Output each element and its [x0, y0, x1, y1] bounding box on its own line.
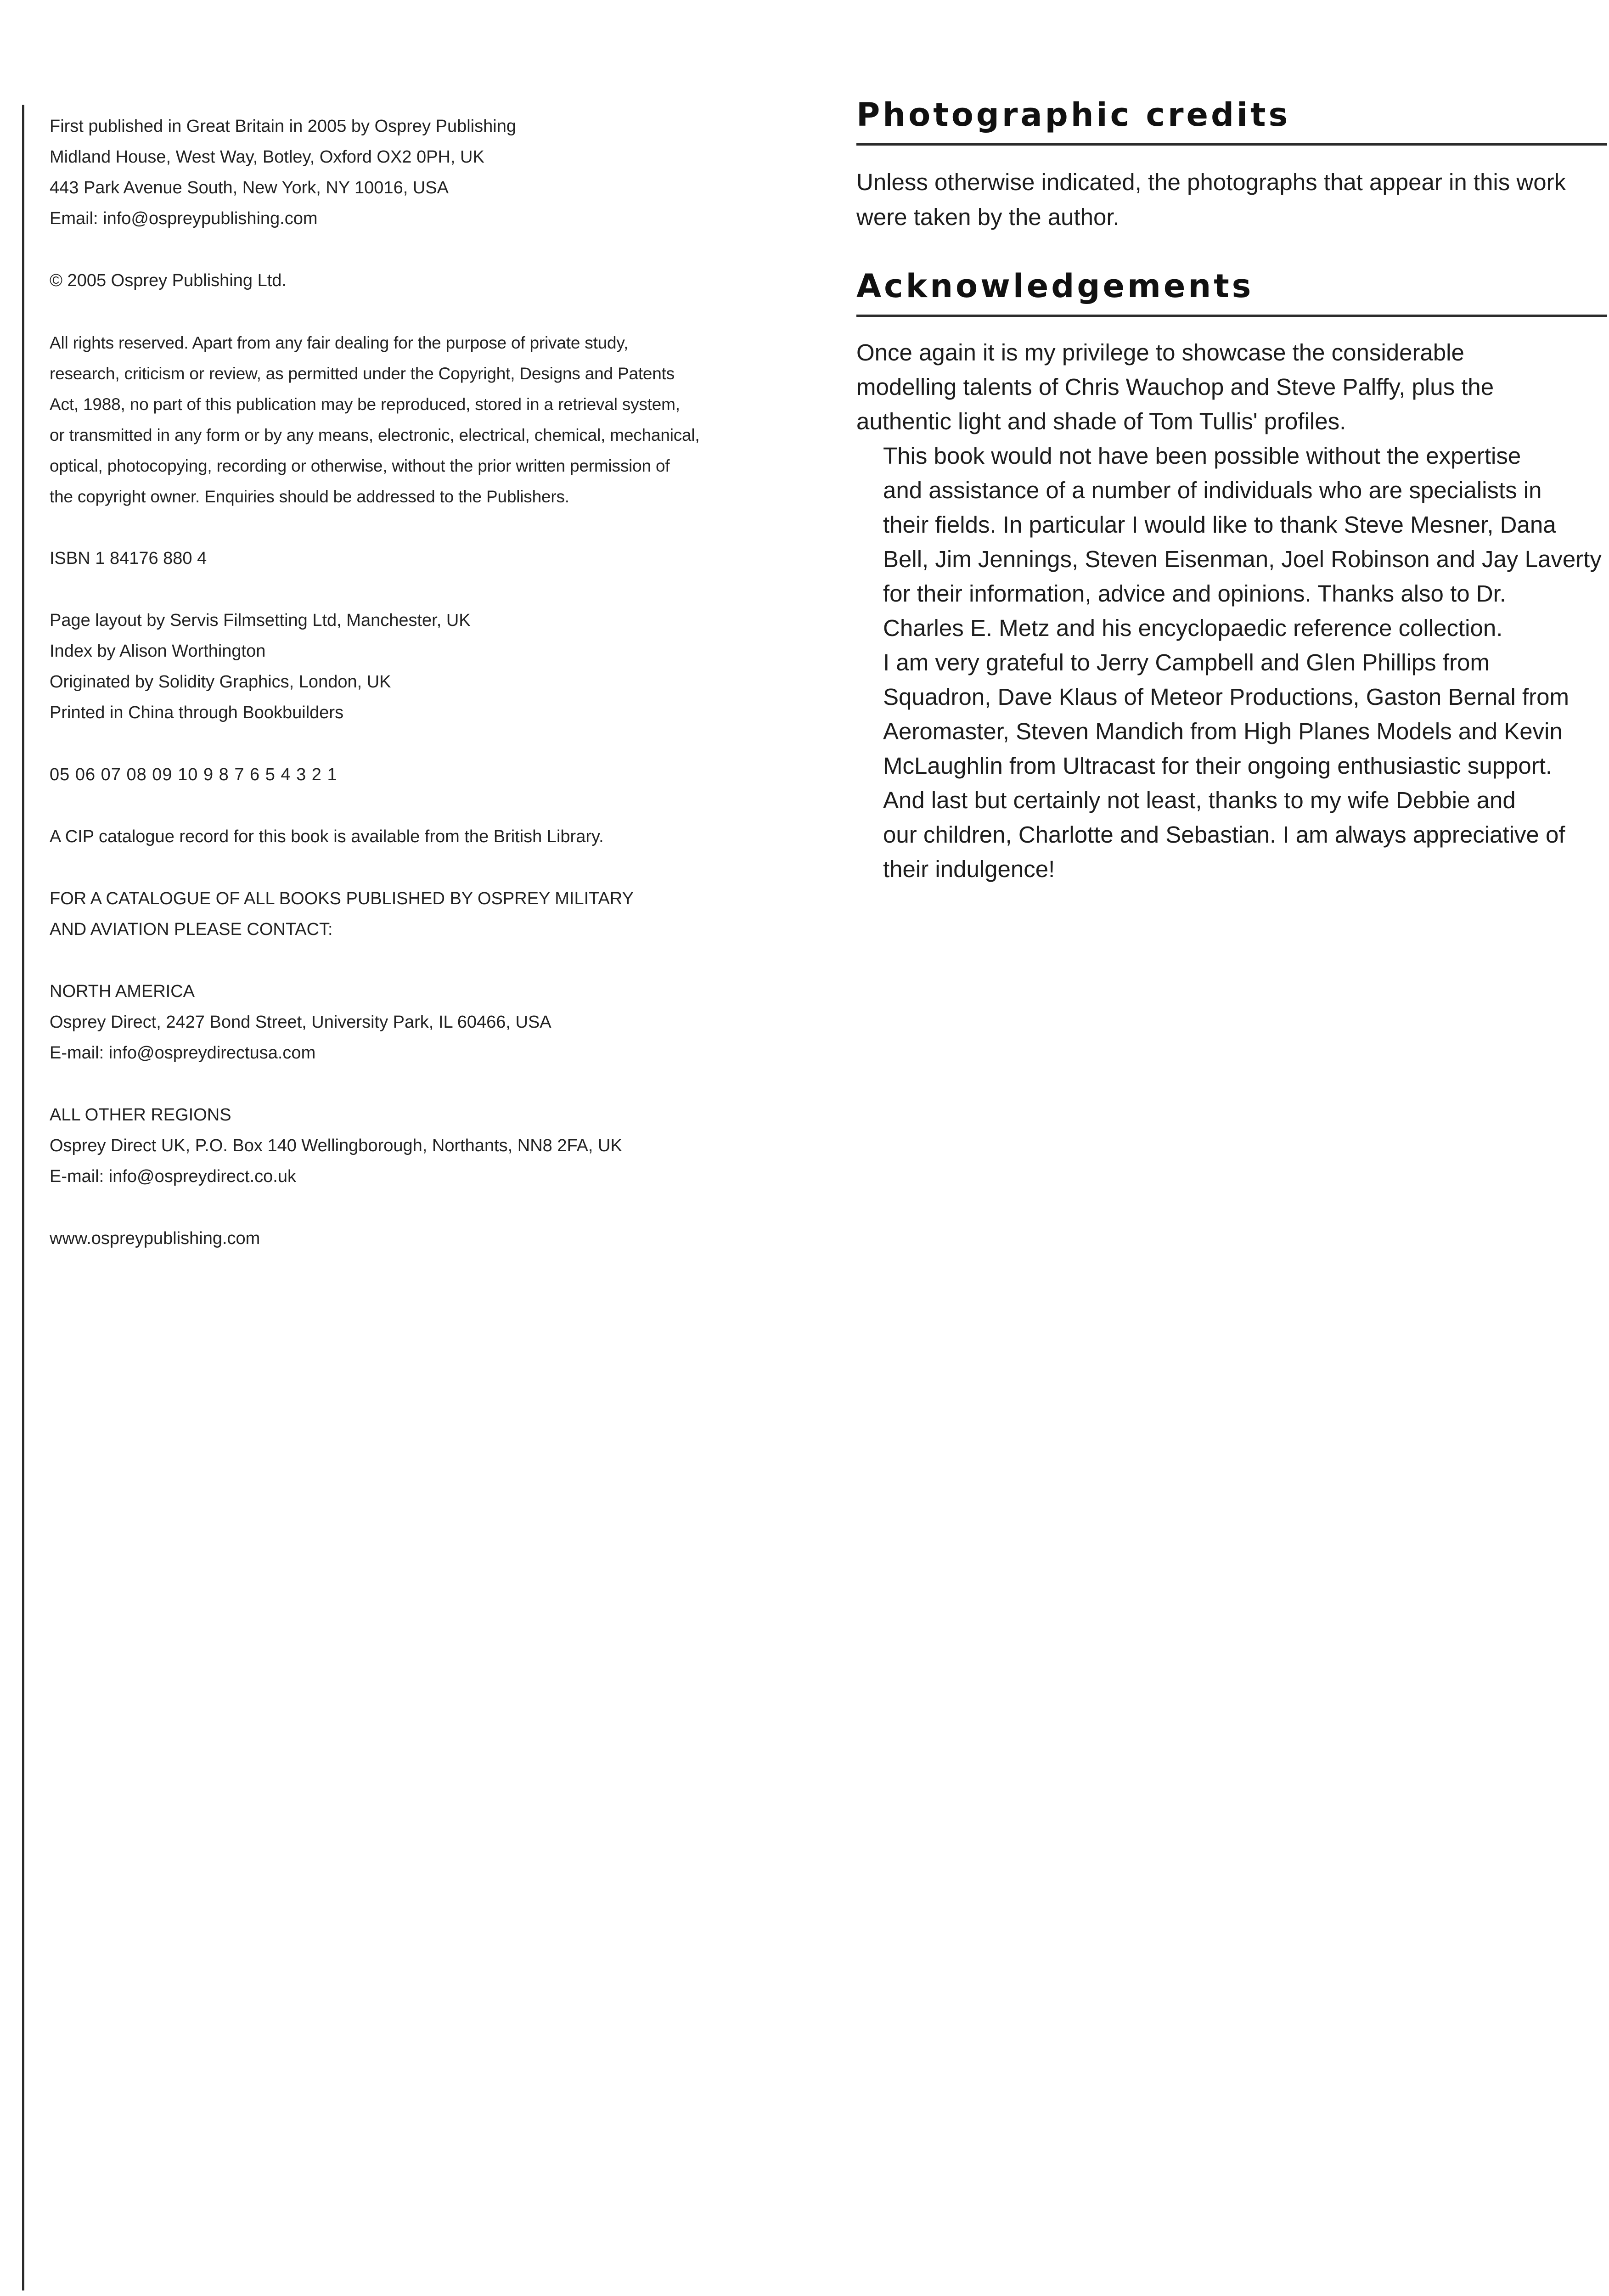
website-link[interactable]: www.ospreypublishing.com — [50, 1229, 260, 1248]
credits-column — [856, 90, 1602, 886]
production-line: Index by Alison Worthington — [50, 642, 266, 661]
ack-line: authentic light and shade of Tom Tullis' profiles. — [856, 408, 1346, 434]
rights-line: Act, 1988, no part of this publication may be reproduced, stored in a retrieval system, — [50, 395, 680, 414]
production-line: Page layout by Servis Filmsetting Ltd, Manchester, UK — [50, 611, 471, 630]
copyright-block — [50, 265, 821, 296]
ack-line: I am very grateful to Jerry Campbell and Glen Phillips from — [883, 649, 1490, 675]
ack-line: Aeromaster, Steven Mandich from High Planes Models and Kevin — [883, 718, 1563, 744]
region-email[interactable]: E-mail: info@ospreydirectusa.com — [50, 1043, 316, 1063]
imprint-line: 443 Park Avenue South, New York, NY 10016, USA — [50, 178, 449, 197]
catalogue-line: AND AVIATION PLEASE CONTACT: — [50, 920, 333, 939]
heading-rule — [856, 315, 1607, 317]
imprint-column — [50, 111, 821, 1285]
north-america-block — [50, 976, 821, 1069]
website-block — [50, 1223, 821, 1254]
ack-line: Bell, Jim Jennings, Steven Eisenman, Joel Robinson and Jay Laverty — [883, 546, 1602, 572]
ack-line: for their information, advice and opinions. Thanks also to Dr. — [883, 580, 1506, 607]
region-email[interactable]: E-mail: info@ospreydirect.co.uk — [50, 1167, 296, 1186]
credits-line: Unless otherwise indicated, the photographs that appear in this — [856, 169, 1510, 195]
rights-line: All rights reserved. Apart from any fair dealing for the purpose of private study, — [50, 333, 629, 352]
ack-line: their indulgence! — [883, 856, 1055, 882]
catalogue-block — [50, 884, 821, 945]
ack-line: Squadron, Dave Klaus of Meteor Productions, Gaston Bernal from — [883, 684, 1569, 710]
ack-paragraph — [856, 645, 1599, 783]
production-block — [50, 605, 821, 728]
ack-line: and assistance of a number of individuals who are specialists in — [883, 477, 1542, 503]
margin-rule — [22, 105, 24, 2290]
ack-paragraph — [856, 439, 1602, 645]
ack-line: modelling talents of Chris Wauchop and Steve Palffy, plus the — [856, 374, 1494, 400]
ack-line: This book would not have been possible without the expertise — [883, 443, 1521, 469]
ack-line: Charles E. Metz and his encyclopaedic reference collection. — [883, 615, 1503, 641]
ack-line: our children, Charlotte and Sebastian. I am always appreciative of — [883, 822, 1565, 848]
imprint-line: First published in Great Britain in 2005 by Osprey Publishing — [50, 117, 516, 136]
region-address: Osprey Direct, 2427 Bond Street, University Park, IL 60466, USA — [50, 1013, 551, 1032]
rights-line: the copyright owner. Enquiries should be addressed to the Publishers. — [50, 487, 569, 506]
acknowledgements-heading: Acknowledgements — [856, 267, 1254, 305]
imprint-email: Email: info@ospreypublishing.com — [50, 209, 318, 228]
ack-line: their fields. In particular I would like to thank Steve Mesner, Dana — [883, 512, 1556, 538]
copyright-line: © 2005 Osprey Publishing Ltd. — [50, 271, 287, 290]
cip-block — [50, 822, 821, 852]
region-address: Osprey Direct UK, P.O. Box 140 Wellingborough, Northants, NN8 2FA, UK — [50, 1136, 622, 1155]
cip-line: A CIP catalogue record for this book is available from the British Library. — [50, 827, 604, 846]
region-heading: ALL OTHER REGIONS — [50, 1105, 231, 1125]
rights-line: optical, photocopying, recording or otherwise, without the prior written permission of — [50, 456, 670, 475]
other-regions-block — [50, 1100, 821, 1192]
photo-credits-heading: Photographic credits — [856, 96, 1291, 134]
ack-paragraph — [856, 335, 1599, 439]
acknowledgements-text — [856, 335, 1602, 886]
rights-line: or transmitted in any form or by any means, electronic, electrical, chemical, mechanical, — [50, 426, 700, 445]
catalogue-line: FOR A CATALOGUE OF ALL BOOKS PUBLISHED BY OSPREY MILITARY — [50, 889, 634, 908]
ack-line: And last but certainly not least, thanks to my wife Debbie and — [883, 787, 1516, 813]
isbn-block — [50, 543, 821, 574]
printing-line: 05 06 07 08 09 10 9 8 7 6 5 4 3 2 1 — [50, 765, 338, 784]
imprint-line: Midland House, West Way, Botley, Oxford OX2 0PH, UK — [50, 147, 484, 167]
first-published-block — [50, 111, 821, 234]
ack-line: McLaughlin from Ultracast for their ongoing enthusiastic support. — [883, 753, 1553, 779]
rights-line: research, criticism or review, as permitted under the Copyright, Designs and Patents — [50, 364, 675, 383]
production-line: Originated by Solidity Graphics, London, UK — [50, 672, 391, 692]
ack-line: Once again it is my privilege to showcase the considerable — [856, 339, 1464, 366]
region-heading: NORTH AMERICA — [50, 982, 195, 1001]
production-line: Printed in China through Bookbuilders — [50, 703, 344, 722]
printing-block — [50, 760, 821, 790]
heading-rule — [856, 143, 1607, 146]
credits-line: work were taken by the author. — [856, 169, 1566, 230]
isbn: ISBN 1 84176 880 4 — [50, 549, 207, 568]
rights-block — [50, 327, 821, 512]
ack-paragraph — [856, 783, 1599, 886]
photo-credits-text — [856, 165, 1599, 235]
